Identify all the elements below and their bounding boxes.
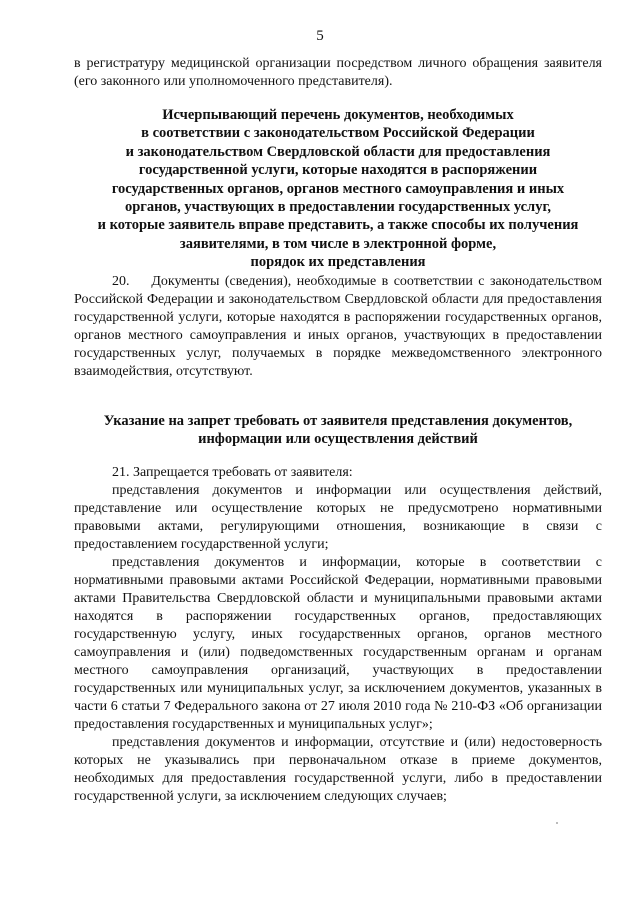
list-item-2: представления документов и информации, которые в соответствии с нормативными правовыми актами Российской Федерации, нормативными правовыми актами Правительства Свердловской области и муниципальными правовыми актами находятся в распоряжении государственных органов, предоставляющих государственную услугу, иных государственных органов, органов местного самоуправления и (или) подведомственных государственным органам и органам местного самоуправления организаций, участвующих в предоставлении государственных или муниципальных услуг, за исключением документов, указанных в части 6 статьи 7 Федерального закона от 27 июля 2010 года № 210-ФЗ «Об организации предоставления государственных и муниципальных услуг»;	[74, 555, 602, 732]
heading-line: порядок их представления	[250, 254, 426, 271]
section-heading-prohibition	[74, 412, 602, 449]
heading-documents	[74, 106, 602, 272]
heading-line: государственных органов, органов местного самоуправления и иных	[111, 180, 565, 197]
intro-paragraph: в регистратуру медицинской организации посредством личного обращения заявителя (его законного или уполномоченного представителя).	[74, 56, 602, 89]
heading-line: информации или осуществления действий	[198, 431, 478, 448]
paragraph-20: 20. Документы (сведения), необходимые в соответствии с законодательством Российской Федерации и законодательством Свердловской области для предоставления государственной услуги, которые находятся в распоряжении государственных органов, органов местного самоуправления и иных органов, участвующих в предоставлении государственных услуг, получаемых в порядке межведомственного электронного взаимодействия, отсутствуют.	[74, 274, 602, 379]
paragraph-20-block	[74, 273, 602, 381]
heading-line: органов, участвующих в предоставлении государственных услуг,	[124, 199, 552, 216]
paragraph-21-block	[74, 464, 602, 806]
section-heading-documents	[74, 106, 602, 272]
intro-paragraph-block	[74, 55, 602, 91]
paragraph-21: 21. Запрещается требовать от заявителя:	[112, 465, 353, 480]
heading-line: и законодательством Свердловской области для предоставления	[125, 143, 551, 160]
heading-line: в соответствии с законодательством Российской Федерации	[141, 125, 535, 142]
page-number: 5	[316, 28, 324, 44]
list-item-3: представления документов и информации, отсутствие и (или) недостоверность которых не указывались при первоначальном отказе в приеме документов, необходимых для предоставления государственной услуги, либо в предоставлении государственной услуги, за исключением следующих случаев;	[74, 735, 602, 804]
heading-line: государственной услуги, которые находятся в распоряжении	[138, 162, 538, 179]
heading-line: и которые заявитель вправе представить, а также способы их получения	[97, 217, 579, 234]
heading-line: Указание на запрет требовать от заявителя представления документов,	[103, 413, 573, 429]
list-item-1: представления документов и информации или осуществления действий, представление или осуществление которых не предусмотрено нормативными правовыми актами, регулирующими отношения, возникающие в связи с предоставлением государственной услуги;	[74, 483, 602, 552]
heading-line: заявителями, в том числе в электронной форме,	[179, 235, 497, 252]
heading-prohibition	[74, 412, 602, 449]
heading-line: Исчерпывающий перечень документов, необходимых	[162, 107, 514, 123]
scan-speck	[556, 822, 558, 824]
